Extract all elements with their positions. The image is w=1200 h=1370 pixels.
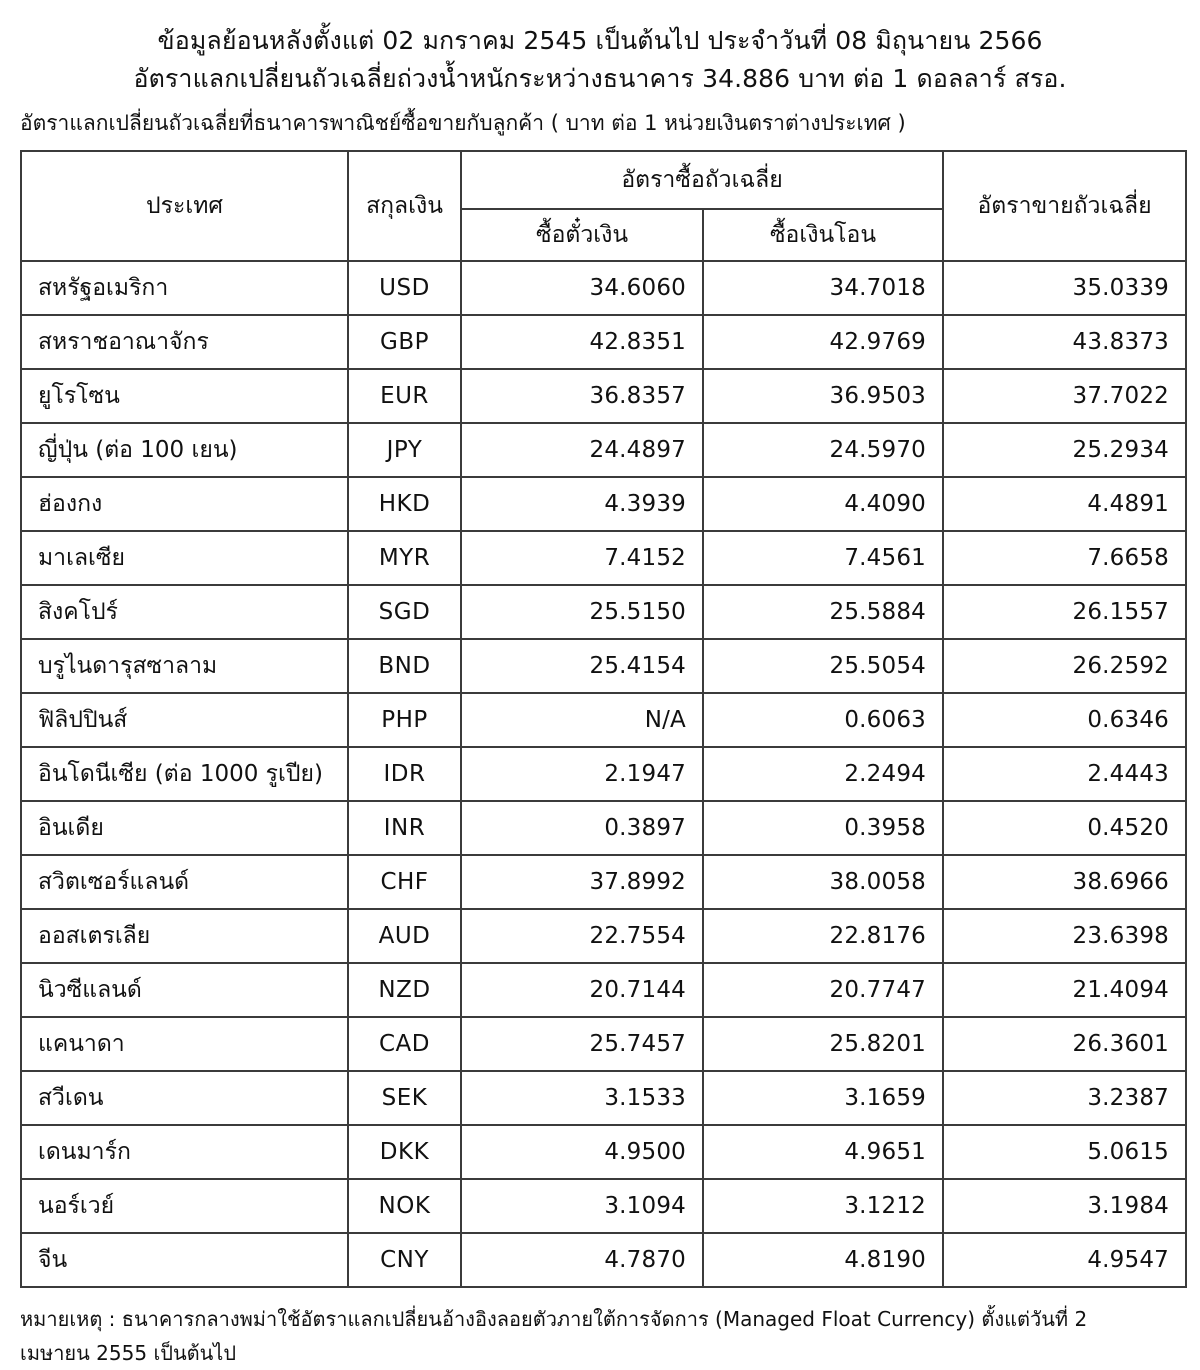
row-buy-transfer-rate: 3.1212 xyxy=(703,1179,943,1233)
row-country-name: บรูไนดารุสซาลาม xyxy=(21,639,348,693)
row-country-name: ออสเตรเลีย xyxy=(21,909,348,963)
row-country-name: อินเดีย xyxy=(21,801,348,855)
row-currency-code: USD xyxy=(348,261,461,315)
row-buy-transfer-rate: 4.9651 xyxy=(703,1125,943,1179)
row-country-name: ฮ่องกง xyxy=(21,477,348,531)
row-sell-rate: 4.4891 xyxy=(943,477,1186,531)
row-buy-transfer-rate: 0.6063 xyxy=(703,693,943,747)
row-buy-transfer-rate: 36.9503 xyxy=(703,369,943,423)
row-sell-rate: 3.2387 xyxy=(943,1071,1186,1125)
row-sell-rate: 38.6966 xyxy=(943,855,1186,909)
footnote-line-1: หมายเหตุ : ธนาคารกลางพม่าใช้อัตราแลกเปลี่ยนอ้างอิงลอยตัวภายใต้การจัดการ (Managed Float Currency) ตั้งแต่วันที่ 2 xyxy=(20,1307,1088,1331)
row-sell-rate: 26.1557 xyxy=(943,585,1186,639)
table-row xyxy=(21,855,1186,909)
row-sell-rate: 2.4443 xyxy=(943,747,1186,801)
row-buy-cash-rate: 0.3897 xyxy=(461,801,703,855)
row-currency-code: HKD xyxy=(348,477,461,531)
row-currency-code: PHP xyxy=(348,693,461,747)
table-row xyxy=(21,261,1186,315)
row-country-name: นอร์เวย์ xyxy=(21,1179,348,1233)
row-buy-transfer-rate: 38.0058 xyxy=(703,855,943,909)
row-country-name: สิงคโปร์ xyxy=(21,585,348,639)
row-currency-code: MYR xyxy=(348,531,461,585)
row-currency-code: GBP xyxy=(348,315,461,369)
row-buy-transfer-rate: 20.7747 xyxy=(703,963,943,1017)
row-country-name: ยูโรโซน xyxy=(21,369,348,423)
row-currency-code: NOK xyxy=(348,1179,461,1233)
table-row xyxy=(21,369,1186,423)
row-currency-code: DKK xyxy=(348,1125,461,1179)
row-sell-rate: 37.7022 xyxy=(943,369,1186,423)
column-header-currency: สกุลเงิน xyxy=(348,151,461,261)
row-sell-rate: 26.3601 xyxy=(943,1017,1186,1071)
row-country-name: สวิตเซอร์แลนด์ xyxy=(21,855,348,909)
row-country-name: สวีเดน xyxy=(21,1071,348,1125)
row-buy-transfer-rate: 42.9769 xyxy=(703,315,943,369)
row-buy-cash-rate: 4.7870 xyxy=(461,1233,703,1287)
row-sell-rate: 0.4520 xyxy=(943,801,1186,855)
row-buy-cash-rate: 24.4897 xyxy=(461,423,703,477)
row-country-name: ฟิลิปปินส์ xyxy=(21,693,348,747)
row-buy-cash-rate: 22.7554 xyxy=(461,909,703,963)
row-sell-rate: 35.0339 xyxy=(943,261,1186,315)
column-header-sell: อัตราขายถัวเฉลี่ย xyxy=(943,151,1186,261)
row-currency-code: CAD xyxy=(348,1017,461,1071)
row-sell-rate: 25.2934 xyxy=(943,423,1186,477)
table-row xyxy=(21,747,1186,801)
row-buy-cash-rate: N/A xyxy=(461,693,703,747)
row-currency-code: EUR xyxy=(348,369,461,423)
row-sell-rate: 43.8373 xyxy=(943,315,1186,369)
row-currency-code: BND xyxy=(348,639,461,693)
row-country-name: นิวซีแลนด์ xyxy=(21,963,348,1017)
page-subtitle: อัตราแลกเปลี่ยนถัวเฉลี่ยที่ธนาคารพาณิชย์ซื้อขายกับลูกค้า ( บาท ต่อ 1 หน่วยเงินตราต่างประเทศ ) xyxy=(20,111,906,135)
footnote xyxy=(0,1288,1200,1370)
row-currency-code: NZD xyxy=(348,963,461,1017)
row-currency-code: CHF xyxy=(348,855,461,909)
table-row xyxy=(21,639,1186,693)
column-header-country: ประเทศ xyxy=(21,151,348,261)
table-header-row-primary xyxy=(21,151,1186,209)
table-row xyxy=(21,315,1186,369)
row-currency-code: CNY xyxy=(348,1233,461,1287)
row-currency-code: IDR xyxy=(348,747,461,801)
row-buy-cash-rate: 42.8351 xyxy=(461,315,703,369)
row-buy-cash-rate: 7.4152 xyxy=(461,531,703,585)
table-header xyxy=(21,151,1186,261)
row-buy-cash-rate: 3.1533 xyxy=(461,1071,703,1125)
table-row xyxy=(21,1233,1186,1287)
exchange-rate-table-container xyxy=(0,140,1200,1288)
row-buy-transfer-rate: 22.8176 xyxy=(703,909,943,963)
table-row xyxy=(21,1071,1186,1125)
page-title-line-1: ข้อมูลย้อนหลังตั้งแต่ 02 มกราคม 2545 เป็นต้นไป ประจำวันที่ 08 มิถุนายน 2566 xyxy=(157,26,1043,55)
row-buy-cash-rate: 34.6060 xyxy=(461,261,703,315)
row-country-name: แคนาดา xyxy=(21,1017,348,1071)
row-sell-rate: 26.2592 xyxy=(943,639,1186,693)
row-buy-cash-rate: 20.7144 xyxy=(461,963,703,1017)
page-heading xyxy=(0,0,1200,140)
row-sell-rate: 7.6658 xyxy=(943,531,1186,585)
row-buy-transfer-rate: 25.5054 xyxy=(703,639,943,693)
row-country-name: จีน xyxy=(21,1233,348,1287)
page-title-line-2: อัตราแลกเปลี่ยนถัวเฉลี่ยถ่วงน้ำหนักระหว่างธนาคาร 34.886 บาท ต่อ 1 ดอลลาร์ สรอ. xyxy=(133,64,1067,93)
row-buy-cash-rate: 4.9500 xyxy=(461,1125,703,1179)
table-row xyxy=(21,1179,1186,1233)
row-buy-cash-rate: 3.1094 xyxy=(461,1179,703,1233)
row-buy-transfer-rate: 0.3958 xyxy=(703,801,943,855)
table-row xyxy=(21,477,1186,531)
table-row xyxy=(21,585,1186,639)
row-country-name: สหราชอาณาจักร xyxy=(21,315,348,369)
row-buy-transfer-rate: 7.4561 xyxy=(703,531,943,585)
row-buy-transfer-rate: 4.4090 xyxy=(703,477,943,531)
table-row xyxy=(21,1017,1186,1071)
row-buy-transfer-rate: 25.5884 xyxy=(703,585,943,639)
row-buy-transfer-rate: 4.8190 xyxy=(703,1233,943,1287)
row-sell-rate: 4.9547 xyxy=(943,1233,1186,1287)
row-buy-transfer-rate: 24.5970 xyxy=(703,423,943,477)
row-buy-cash-rate: 25.7457 xyxy=(461,1017,703,1071)
row-buy-transfer-rate: 34.7018 xyxy=(703,261,943,315)
footnote-line-2: เมษายน 2555 เป็นต้นไป xyxy=(20,1341,237,1365)
table-row xyxy=(21,423,1186,477)
row-sell-rate: 23.6398 xyxy=(943,909,1186,963)
row-sell-rate: 21.4094 xyxy=(943,963,1186,1017)
table-row xyxy=(21,1125,1186,1179)
row-buy-cash-rate: 37.8992 xyxy=(461,855,703,909)
row-currency-code: INR xyxy=(348,801,461,855)
row-currency-code: AUD xyxy=(348,909,461,963)
row-country-name: เดนมาร์ก xyxy=(21,1125,348,1179)
column-header-buy-transfer: ซื้อเงินโอน xyxy=(703,209,943,261)
table-row xyxy=(21,963,1186,1017)
row-currency-code: JPY xyxy=(348,423,461,477)
row-country-name: สหรัฐอเมริกา xyxy=(21,261,348,315)
table-body xyxy=(21,261,1186,1287)
row-sell-rate: 0.6346 xyxy=(943,693,1186,747)
table-row xyxy=(21,693,1186,747)
table-row xyxy=(21,801,1186,855)
row-buy-transfer-rate: 2.2494 xyxy=(703,747,943,801)
row-buy-transfer-rate: 3.1659 xyxy=(703,1071,943,1125)
row-country-name: ญี่ปุ่น (ต่อ 100 เยน) xyxy=(21,423,348,477)
row-currency-code: SGD xyxy=(348,585,461,639)
row-currency-code: SEK xyxy=(348,1071,461,1125)
column-header-buy-group: อัตราซื้อถัวเฉลี่ย xyxy=(461,151,943,209)
row-buy-cash-rate: 4.3939 xyxy=(461,477,703,531)
table-row xyxy=(21,909,1186,963)
row-country-name: อินโดนีเซีย (ต่อ 1000 รูเปีย) xyxy=(21,747,348,801)
row-buy-cash-rate: 25.5150 xyxy=(461,585,703,639)
table-row xyxy=(21,531,1186,585)
row-buy-transfer-rate: 25.8201 xyxy=(703,1017,943,1071)
row-sell-rate: 3.1984 xyxy=(943,1179,1186,1233)
row-sell-rate: 5.0615 xyxy=(943,1125,1186,1179)
exchange-rate-table xyxy=(20,150,1187,1288)
row-buy-cash-rate: 2.1947 xyxy=(461,747,703,801)
column-header-buy-cash: ซื้อตั๋วเงิน xyxy=(461,209,703,261)
row-buy-cash-rate: 25.4154 xyxy=(461,639,703,693)
row-country-name: มาเลเซีย xyxy=(21,531,348,585)
row-buy-cash-rate: 36.8357 xyxy=(461,369,703,423)
